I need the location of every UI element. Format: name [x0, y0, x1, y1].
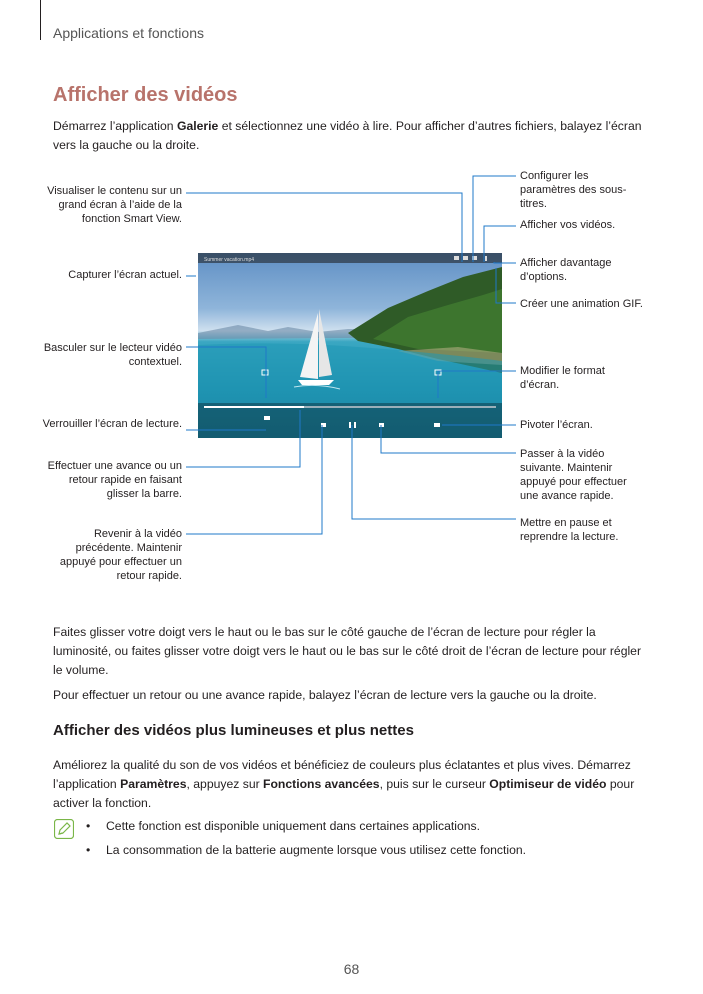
callout-view-videos: Afficher vos vidéos.	[520, 219, 616, 231]
video-title: Summer vacation.mp4	[204, 257, 255, 263]
video-player-illustration	[198, 253, 502, 438]
callout-smart-view: Visualiser le contenu sur un grand écran à l’aide de la fonction Smart View.	[47, 185, 182, 225]
callout-popup-player: Basculer sur le lecteur vidéo contextuel.	[43, 342, 182, 368]
paragraph-video-enhancer: Améliorez la qualité du son de vos vidéos et bénéficiez de couleurs plus éclatantes et plus vives. Démarrez l’application Paramètres, appuyez sur Fonctions avancées, puis sur le curseur Optimiseur de vidéo pour activer la fonction.	[53, 758, 635, 810]
section-subtitle: Afficher des vidéos plus lumineuses et plus nettes	[53, 722, 414, 739]
callout-subtitles: Configurer les paramètres des sous-titres.	[520, 170, 627, 210]
note-item: • Cette fonction est disponible uniquement dans certaines applications.	[86, 819, 480, 833]
callout-seek-bar: Effectuer une avance ou un retour rapide en faisant glisser la barre.	[47, 460, 182, 500]
paragraph-seek: Pour effectuer un retour ou une avance rapide, balayez l’écran de lecture vers la gauche ou la droite.	[53, 688, 597, 702]
callout-next: Passer à la vidéo suivante. Maintenir appuyé pour effectuer une avance rapide.	[520, 448, 627, 502]
header-rule	[40, 0, 41, 40]
paragraph-brightness: Faites glisser votre doigt vers le haut ou le bas sur le côté gauche de l’écran de lecture pour régler la luminosité, ou faites glisser votre doigt vers le haut ou le bas sur le côté droit de l’écran de lecture pour régler le volume.	[53, 625, 642, 677]
callout-capture: Capturer l’écran actuel.	[68, 269, 182, 281]
note-icon	[54, 819, 74, 839]
callout-more-options: Afficher davantage d’options.	[520, 257, 612, 283]
note-item: • La consommation de la batterie augmente lorsque vous utilisez cette fonction.	[86, 843, 527, 857]
callout-pause: Mettre en pause et reprendre la lecture.	[520, 517, 619, 543]
video-scene	[198, 253, 502, 438]
page-title: Afficher des vidéos	[53, 84, 238, 106]
callout-rotate: Pivoter l’écran.	[520, 419, 593, 431]
intro-paragraph: Démarrez l’application Galerie et sélectionnez une vidéo à lire. Pour afficher d’autres fichiers, balayez l’écran vers la gauche ou la droite.	[53, 119, 642, 152]
page-number: 68	[343, 961, 360, 977]
callout-ratio: Modifier le format d’écran.	[520, 365, 605, 391]
callout-gif: Créer une animation GIF.	[520, 298, 643, 310]
section-header: Applications et fonctions	[53, 25, 204, 41]
callout-previous: Revenir à la vidéo précédente. Maintenir appuyé pour effectuer un retour rapide.	[59, 528, 182, 582]
callout-lock: Verrouiller l’écran de lecture.	[42, 418, 182, 430]
